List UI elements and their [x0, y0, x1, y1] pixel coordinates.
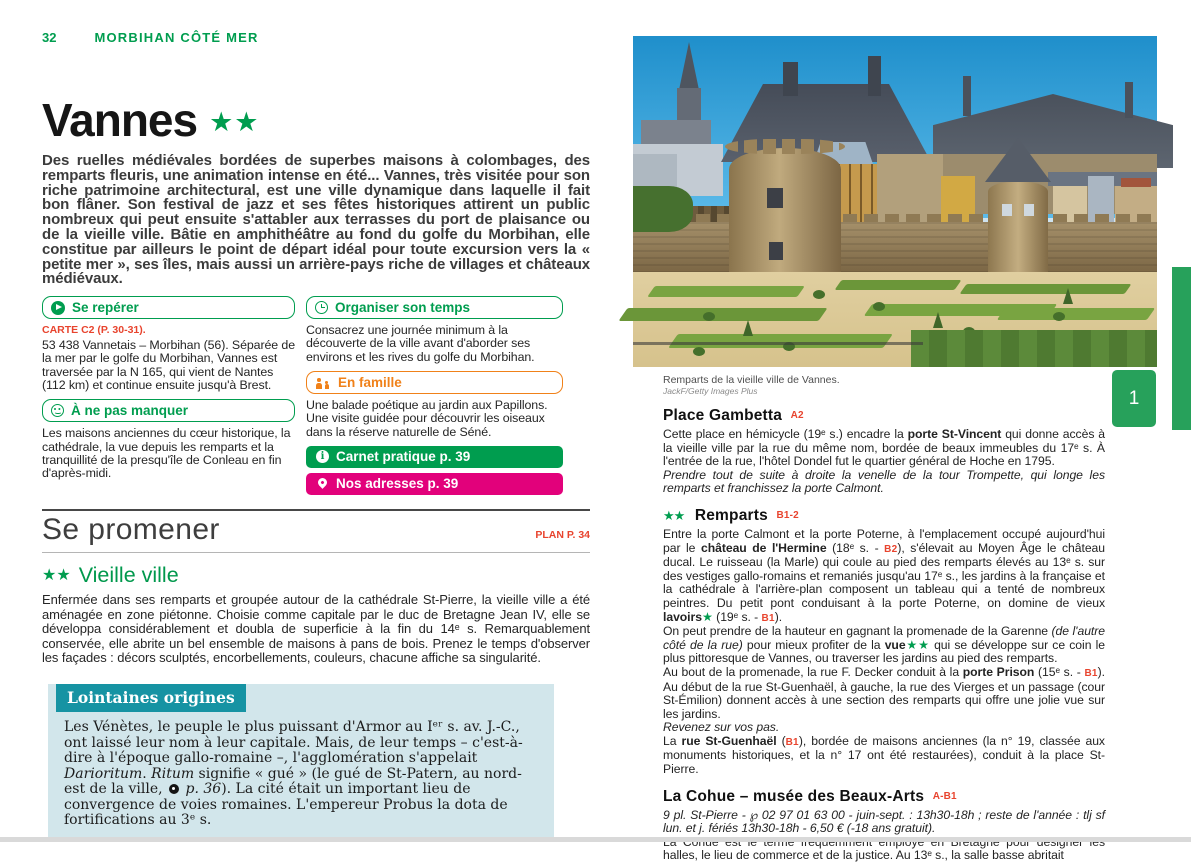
photo-grass-stripe: [834, 280, 961, 290]
info-circle-icon: [316, 450, 329, 463]
chapter-tab: 1: [1112, 370, 1156, 427]
chapter-title: MORBIHAN CÔTÉ MER: [94, 30, 259, 45]
remparts-map-ref: B1-2: [776, 509, 799, 521]
se-promener-heading: Se promener: [42, 512, 220, 546]
lointaines-origines-box: [48, 684, 554, 842]
remparts-title: Remparts: [694, 506, 768, 524]
box-a-ne-pas-manquer: [42, 399, 295, 422]
remparts-paragraph-2: On peut prendre de la hauteur en gagnant la promenade de la Garenne (de l'autre côté de la rue) pour mieux profiter de la vue★★ qui se développe sur ce coin le plus pittoresque de Vannes, ou traverser les jardins au pied des remparts.: [663, 624, 1105, 666]
photo-grass-stripe: [647, 286, 805, 297]
box-en-famille: [306, 371, 563, 394]
remparts-paragraph-4: La rue St-Guenhaël (B1), bordée de maisons anciennes (la n° 19, classée aux monuments historiques, et la n° 17 ont été restaurées), conduit à la place St-Pierre.: [663, 733, 1105, 777]
running-header: [42, 30, 590, 45]
gambetta-paragraph: Cette place en hémicycle (19ᵉ s.) encadre la porte St-Vincent qui donne accès à la vieille ville par la rue du même nom, bordée de beaux immeubles du 17ᵉ s. À l'entrée de la rue, l'hôtel Dondel fut le quartier général de Hoche en 1795.: [663, 427, 1105, 469]
map-reference: CARTE C2 (P. 30-31).: [42, 324, 146, 337]
photo-topiary-cone: [1063, 288, 1073, 304]
plan-reference: PLAN P. 34: [535, 528, 590, 541]
photo-caption: Remparts de la vieille ville de Vannes.: [663, 374, 840, 386]
photo-tower-cone-roof: [985, 138, 1051, 182]
intro-paragraph: Des ruelles médiévales bordées de superbes maisons à colombages, des remparts fleuris, une animation intense en été... Vannes, très visitée pour son riche patrimoine architectural, est une ville dynamique dans laquelle il fait bon flâner. Son festival de jazz et ses fêtes historiques attirent un public nombreux qui peut ensuite s'attabler aux terrasses du port de plaisance ou de la vieille ville. Bâtie en amphithéâtre au fond du golfe du Morbihan, elle constitue par ailleurs le point de départ idéal pour toute excursion vers la « petite mer », ses îles, mais aussi un arrière-pays riche de villages et châteaux médiévaux.: [42, 152, 590, 288]
box-a-ne-pas-manquer-text: Les maisons anciennes du cœur historique, la cathédrale, la vue depuis les remparts et la tranquillité de la presqu'île de Conleau en fin d'après-midi.: [42, 426, 291, 481]
photo-bush: [703, 312, 715, 321]
cohue-paragraph: halles, le lieu de commerce et de la justice. Au 13ᵉ s., la salle basse abritait: [663, 848, 1064, 863]
box-se-reperer-text: 53 438 Vannetais – Morbihan (56). Séparée de la mer par le golfe du Morbihan, Vannes est traversée par la N 165, qui vient de Nantes (112 km) et continue ensuite jusqu'à Brest.: [42, 338, 295, 393]
info-boxes: [42, 296, 590, 495]
clock-icon: [315, 301, 328, 314]
ramparts-photo: [633, 36, 1157, 367]
carnet-pratique-label: Carnet pratique p. 39: [336, 449, 471, 465]
vieille-ville-title: Vieille ville: [78, 562, 179, 587]
photo-trees: [633, 186, 693, 232]
cohue-map-ref: A-B1: [932, 790, 957, 802]
gambetta-direction: Prendre tout de suite à droite la venelle de la tour Trompette, qui longe les remparts et franchissez la porte Calmont.: [663, 467, 1105, 496]
photo-bush: [693, 347, 705, 356]
lointaines-origines-text: Les Vénètes, le peuple le plus puissant d'Armor au Iᵉʳ s. av. J.-C., ont laissé leur nom à leur capitale. Mais, de leur temps – c'est-à-dire à l'époque gallo-romaine –, l'agglomération s'appelait Darioritum. Ritum signifie « gué » (le gué de St-Patern, au nord-est de la ville, p. 36). La cité était un important lieu de convergence de voies romaines. L'empereur Probus la dota de fortifications au 3ᵉ s.: [64, 718, 523, 829]
photo-bush: [813, 290, 825, 299]
photo-grass-stripe: [959, 284, 1131, 294]
photo-tower-shutter: [1024, 204, 1034, 216]
photo-tower-window: [769, 242, 783, 260]
remparts-heading: [663, 507, 1105, 525]
remparts-stars: ★★: [663, 507, 685, 523]
city-title: [42, 95, 590, 145]
remparts-paragraph-3: Au bout de la promenade, la rue F. Decker conduit à la porte Prison (15ᵉ s. - B1). Au début de la rue St-Guenhaël, à gauche, la rue des Vierges et un passage (cour St-Émilion) donnent accès à une section des remparts qui offre une jolie vue sur les jardins.: [663, 664, 1106, 721]
photo-right-tower: [988, 182, 1048, 280]
nos-adresses-label: Nos adresses p. 39: [336, 476, 459, 492]
photo-hedge: [911, 330, 1157, 367]
box-organiser-label: Organiser son temps: [335, 300, 471, 316]
cohue-heading: [663, 788, 1105, 806]
page-number: 32: [42, 30, 57, 45]
see-reference-icon: [169, 784, 179, 794]
remparts-paragraph-1: Entre la porte Calmont et la porte Poterne, à l'emplacement occupé aujourd'hui par le château de l'Hermine (18ᵉ s. - B2), s'élevait au Moyen Âge le château ducal. Le ruisseau (la Marle) qui coule au pied des remparts élevés au 13ᵉ s. sur des vestiges gallo-romains et remaniés jusqu'au 17ᵉ s., les jardins à la française et la cathédrale à l'arrière-plan composent un tableau qui a tenté de nombreux peintres. Du petit pont conduisant à la porte Poterne, on domine de vieux lavoirs★ (19ᵉ s. - B1).: [663, 526, 1105, 624]
info-boxes-right: [306, 296, 563, 495]
photo-church-spire: [679, 42, 699, 90]
remparts-direction: Revenez sur vos pas.: [663, 720, 780, 735]
box-a-ne-pas-manquer-label: À ne pas manquer: [71, 403, 189, 419]
box-organiser: [306, 296, 563, 319]
box-organiser-text: Consacrez une journée minimum à la découverte de la ville avant d'aborder ses environs et les rives du golfe du Morbihan.: [306, 323, 535, 364]
photo-grass-stripe: [668, 334, 893, 348]
photo-topiary-cone: [933, 312, 943, 328]
vieille-ville-heading: [42, 563, 590, 588]
se-promener-header: [42, 509, 590, 553]
photo-credit: JackF/Getty Images Plus: [663, 386, 758, 396]
photo-fence: [633, 342, 923, 345]
vieille-ville-paragraph: Enfermée dans ses remparts et groupée autour de la cathédrale St-Pierre, la vieille ville a été aménagée en zone piétonne. Choisie comme capitale par le duc de Bretagne Jean IV, elle se développa considérablement et doubla de superficie à la fin du 14ᵉ s. Remarquablement conservée, elle abrite un bel ensemble de maisons à pans de bois. Prenez le temps d'observer les façades : décors sculptés, encorbellements, couleurs, chacune affiche sa singularité.: [42, 591, 590, 666]
photo-grass-stripe: [618, 308, 827, 321]
carnet-pratique-banner: [306, 446, 563, 468]
photo-bush: [1053, 312, 1065, 321]
family-icon: [315, 376, 331, 389]
photo-topiary-cone: [743, 320, 753, 336]
photo-formal-garden: [633, 272, 1157, 367]
cohue-practical-info: 9 pl. St-Pierre - ℘ 02 97 01 63 00 - juin-sept. : 13h30-18h ; reste de l'année : tlj sf lun. et j. fériés 13h30-18h - 6,50 € (-18 ans gratuit).: [663, 807, 1105, 836]
cohue-title: La Cohue – musée des Beaux-Arts: [663, 787, 925, 805]
photo-cathedral-pinnacle: [1125, 82, 1133, 118]
right-column: [663, 374, 1105, 863]
left-column: [42, 30, 590, 842]
city-title-text: Vannes: [42, 94, 198, 146]
vieille-ville-stars: ★★: [42, 567, 71, 585]
gambetta-heading: [663, 407, 1105, 425]
box-se-reperer-label: Se repérer: [72, 300, 139, 316]
gambetta-map-ref: A2: [790, 410, 804, 421]
gambetta-title: Place Gambetta: [663, 407, 783, 424]
lointaines-origines-title: Lointaines origines: [56, 684, 246, 712]
photo-chimney: [783, 62, 798, 96]
photo-tower-window: [767, 188, 783, 208]
photo-cathedral-pinnacle: [963, 76, 971, 116]
chapter-edge-strip: [1172, 267, 1191, 430]
box-en-famille-label: En famille: [338, 375, 402, 391]
page-bottom-edge: [0, 837, 1191, 842]
photo-red-roof: [1121, 178, 1151, 187]
city-rating-stars: ★★: [209, 107, 260, 137]
nos-adresses-banner: [306, 473, 563, 495]
photo-chimney: [868, 56, 881, 96]
box-en-famille-text: Une balade poétique au jardin aux Papillons. Une visite guidée pour découvrir les oiseaux dans la réserve naturelle de Séné.: [306, 398, 548, 439]
smiley-icon: [51, 404, 64, 417]
box-se-reperer: [42, 296, 295, 319]
photo-bush: [873, 302, 885, 311]
photo-grass-stripe: [997, 308, 1155, 320]
location-pin-icon: [316, 477, 329, 490]
photo-tower-shutter: [1002, 204, 1012, 216]
play-circle-icon: [51, 301, 65, 315]
info-boxes-left: [42, 296, 295, 495]
